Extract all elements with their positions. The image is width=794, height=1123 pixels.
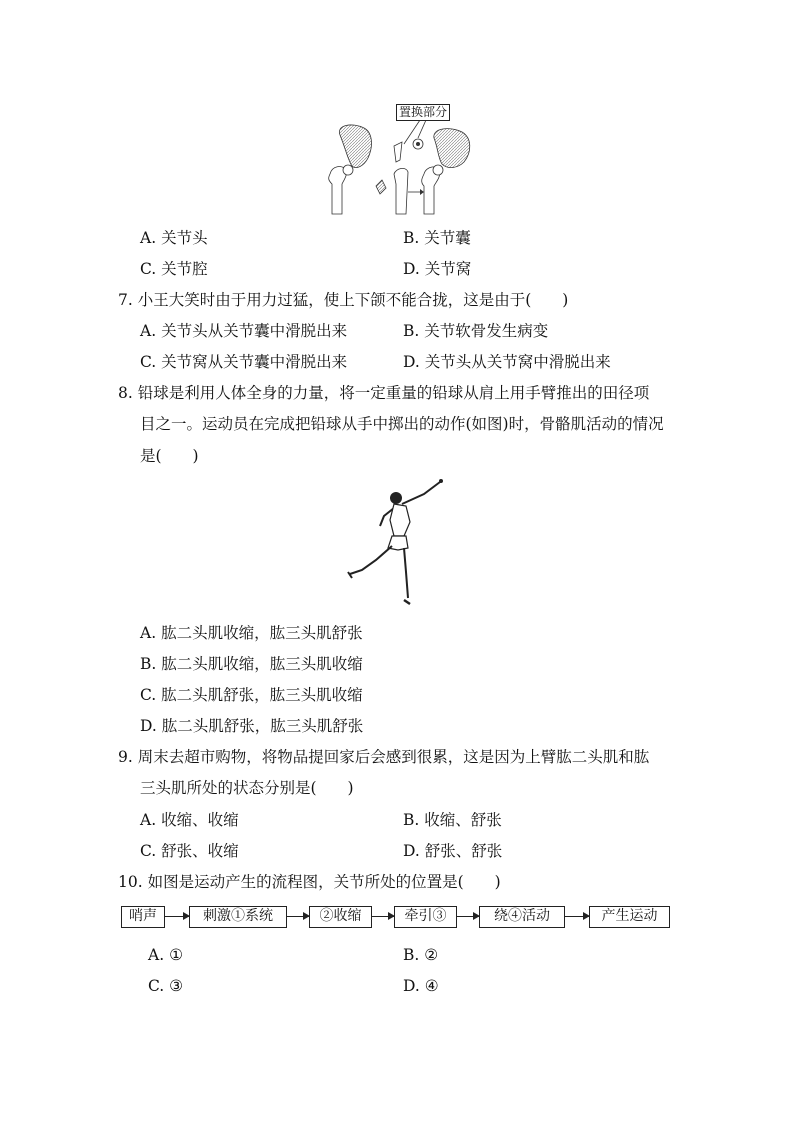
q6-option-b[interactable]: B. 关节囊 bbox=[403, 229, 471, 247]
flow-arrow-3 bbox=[372, 916, 394, 917]
q8-stem-line2: 目之一。运动员在完成把铅球从手中掷出的动作(如图)时，骨骼肌活动的情况 bbox=[140, 415, 664, 433]
q8-option-a[interactable]: A. 肱二头肌收缩，肱三头肌舒张 bbox=[140, 624, 363, 642]
flow-arrow-1 bbox=[165, 916, 189, 917]
q7-option-b[interactable]: B. 关节软骨发生病变 bbox=[403, 322, 549, 340]
q7-option-d[interactable]: D. 关节头从关节窝中滑脱出来 bbox=[403, 353, 611, 371]
q10-option-c[interactable]: C. ③ bbox=[148, 977, 184, 995]
flow-arrow-5 bbox=[565, 916, 589, 917]
replacement-label: 置换部分 bbox=[396, 104, 450, 121]
q10-stem: 10. 如图是运动产生的流程图，关节所处的位置是( ) bbox=[118, 873, 501, 891]
q8-option-c[interactable]: C. 肱二头肌舒张，肱三头肌收缩 bbox=[140, 686, 363, 704]
q7-stem: 7. 小王大笑时由于用力过猛，使上下颌不能合拢，这是由于( ) bbox=[118, 291, 569, 309]
athlete-illustration bbox=[340, 476, 450, 611]
flow-step-whistle: 哨声 bbox=[121, 906, 165, 928]
flow-arrow-2 bbox=[287, 916, 309, 917]
q10-option-d[interactable]: D. ④ bbox=[403, 977, 439, 995]
q6-option-c[interactable]: C. 关节腔 bbox=[140, 260, 208, 278]
flow-step-stimulus: 刺激①系统 bbox=[189, 906, 287, 928]
q9-option-b[interactable]: B. 收缩、舒张 bbox=[403, 811, 502, 829]
q9-option-c[interactable]: C. 舒张、收缩 bbox=[140, 842, 239, 860]
q10-option-b[interactable]: B. ② bbox=[403, 946, 439, 964]
flow-step-movement: 产生运动 bbox=[589, 906, 670, 928]
hip-replacement-figure bbox=[322, 100, 482, 220]
q9-option-a[interactable]: A. 收缩、收缩 bbox=[140, 811, 239, 829]
flow-arrow-4 bbox=[457, 916, 479, 917]
q10-option-a[interactable]: A. ① bbox=[148, 946, 183, 964]
flow-step-rotate: 绕④活动 bbox=[479, 906, 565, 928]
q7-option-a[interactable]: A. 关节头从关节囊中滑脱出来 bbox=[140, 322, 348, 340]
q8-option-d[interactable]: D. 肱二头肌舒张，肱三头肌舒张 bbox=[140, 717, 364, 735]
flow-step-pull: 牵引③ bbox=[394, 906, 457, 928]
q9-stem-line1: 9. 周末去超市购物，将物品提回家后会感到很累，这是因为上臂肱二头肌和肱 bbox=[118, 748, 650, 766]
q9-stem-line2: 三头肌所处的状态分别是( ) bbox=[140, 779, 354, 797]
flow-step-contract: ②收缩 bbox=[309, 906, 372, 928]
q6-option-a[interactable]: A. 关节头 bbox=[140, 229, 208, 247]
q8-stem-line1: 8. 铅球是利用人体全身的力量，将一定重量的铅球从肩上用手臂推出的田径项 bbox=[118, 384, 650, 402]
q9-option-d[interactable]: D. 舒张、舒张 bbox=[403, 842, 503, 860]
q7-option-c[interactable]: C. 关节窝从关节囊中滑脱出来 bbox=[140, 353, 348, 371]
q8-option-b[interactable]: B. 肱二头肌收缩，肱三头肌收缩 bbox=[140, 655, 363, 673]
q6-option-d[interactable]: D. 关节窝 bbox=[403, 260, 472, 278]
shot-put-figure bbox=[340, 476, 450, 611]
q8-stem-line3: 是( ) bbox=[140, 447, 199, 465]
